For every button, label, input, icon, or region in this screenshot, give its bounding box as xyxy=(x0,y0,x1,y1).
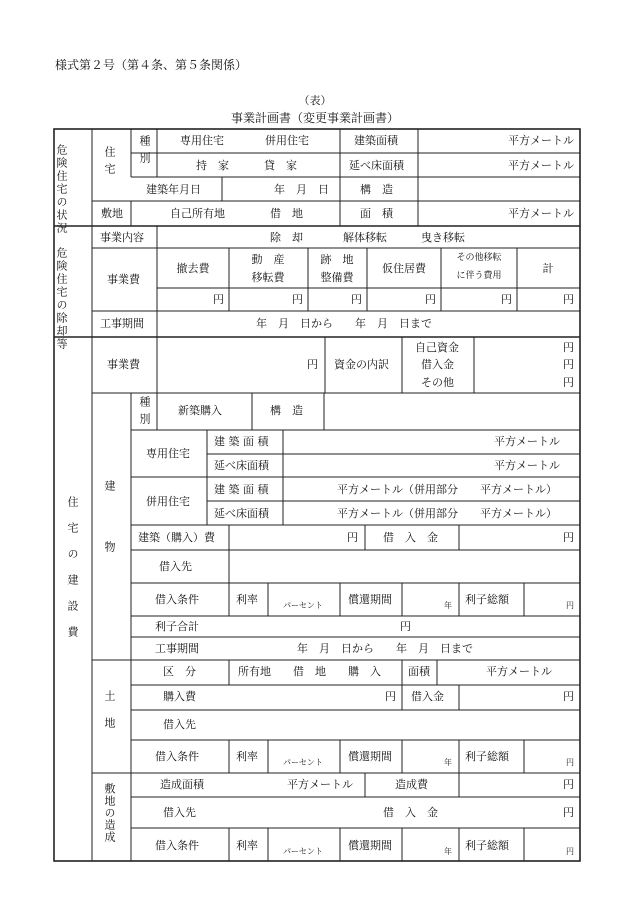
s3-prep-loan-yen: 円 xyxy=(563,806,574,819)
s3-build-loan-label: 借 入 金 xyxy=(383,531,438,544)
s3-fund-label: 資金の内訳 xyxy=(334,358,389,371)
s3-prep-loan-label: 借 入 金 xyxy=(383,806,438,819)
s3-land-category-label: 区 分 xyxy=(163,665,196,678)
s3-interest-total-label: 利子合計 xyxy=(155,620,199,633)
s3-build-rate-label: 利率 xyxy=(236,593,258,606)
s1-site-label: 敷地 xyxy=(101,207,123,220)
s3-prep-rate-label: 利率 xyxy=(236,839,258,852)
s1-site-area-label: 面 積 xyxy=(360,207,393,220)
s3-private-building-area-unit: 平方メートル xyxy=(494,435,560,448)
s2-moving-label-2: 移転費 xyxy=(251,271,285,284)
s3-build-period-text: 年 月 日から 年 月 日まで xyxy=(297,642,473,655)
s1-structure-label: 構 造 xyxy=(360,183,393,196)
s3-land-loan-label: 借入金 xyxy=(411,690,444,703)
s3-shared-building-area-unit: 平方メートル（併用部分 平方メートル） xyxy=(337,483,557,496)
s3-build-cost-yen: 円 xyxy=(347,531,358,544)
s3-prep-cost-yen: 円 xyxy=(563,778,574,791)
s1-building-area-unit: 平方メートル xyxy=(508,134,574,147)
s3-land-label: 土地 xyxy=(103,690,116,744)
s3-build-lender-label: 借入先 xyxy=(159,560,192,573)
s2-opt-dismantle-move: 解体移転 xyxy=(343,231,387,244)
s2-other-label-2: に伴う費用 xyxy=(456,271,502,281)
s2-site-label-2: 整備費 xyxy=(320,271,354,284)
s3-loan-label: 借入金 xyxy=(421,358,454,371)
s3-build-repay-label: 償還期間 xyxy=(348,593,392,606)
s3-prep-repay-label: 償還期間 xyxy=(348,839,392,852)
s3-build-loan-yen: 円 xyxy=(563,531,574,544)
s3-prep-repay-unit: 年 xyxy=(444,847,452,856)
s1-opt-own-land: 自己所有地 xyxy=(170,207,225,220)
s3-private-floor-area-unit: 平方メートル xyxy=(494,459,560,472)
s3-build-period-label: 工事期間 xyxy=(155,642,199,655)
s3-land-repay-label: 償還期間 xyxy=(348,750,392,763)
s2-opt-haul-move: 曳き移転 xyxy=(421,231,465,244)
s1-built-date-ymd: 年 月 日 xyxy=(274,183,329,196)
s2-demolition-yen: 円 xyxy=(213,293,224,306)
s3-build-rate-unit: パーセント xyxy=(283,601,323,610)
s2-period-label: 工事期間 xyxy=(100,317,144,330)
s2-moving-yen: 円 xyxy=(292,293,303,306)
s3-build-interest-yen: 円 xyxy=(566,601,574,610)
s1-building-area-label: 建築面積 xyxy=(354,134,398,147)
s3-prep-area-unit: 平方メートル xyxy=(287,778,353,791)
s3-land-options: 所有地 借 地 購 入 xyxy=(238,665,381,678)
s3-shared-house-label: 併用住宅 xyxy=(146,495,190,508)
s3-private-building-area: 建 築 面 積 xyxy=(214,435,269,448)
s3-build-cost-label: 建築（購入）費 xyxy=(138,531,215,544)
s1-kind-label: 種別 xyxy=(138,135,151,169)
s3-other-yen: 円 xyxy=(563,376,574,389)
s1-opt-rental: 貸 家 xyxy=(264,159,297,172)
s3-interest-total-yen: 円 xyxy=(400,620,411,633)
s2-title: 危険住宅の除却等 xyxy=(55,247,68,351)
s3-kind-label: 種別 xyxy=(138,396,151,430)
s3-shared-floor-area: 延べ床面積 xyxy=(214,507,269,520)
s2-demolition-label: 撤去費 xyxy=(176,262,210,275)
s3-land-repay-unit: 年 xyxy=(444,758,452,767)
s3-land-buy-cost-yen: 円 xyxy=(385,690,396,703)
s1-title: 危険住宅の状況 xyxy=(55,144,68,235)
s3-new-buy: 新築購入 xyxy=(178,404,222,417)
s3-own-fund-yen: 円 xyxy=(563,341,574,354)
s1-opt-own-house: 持 家 xyxy=(196,159,229,172)
s3-land-buy-cost-label: 購入費 xyxy=(163,690,196,703)
s3-other-label: その他 xyxy=(421,376,454,389)
s2-total-label: 計 xyxy=(542,262,554,275)
s3-land-interest-label: 利子総額 xyxy=(465,750,509,763)
s3-land-rate-label: 利率 xyxy=(236,750,258,763)
s3-prep-interest-label: 利子総額 xyxy=(465,839,509,852)
s3-shared-building-area: 建 築 面 積 xyxy=(214,483,269,496)
s3-cost-label: 事業費 xyxy=(107,358,140,371)
s3-prep-area-label: 造成面積 xyxy=(160,778,204,791)
s2-content-label: 事業内容 xyxy=(100,231,144,244)
s3-title: 住宅の建設費 xyxy=(66,496,79,652)
form-number: 様式第２号（第４条、第５条関係） xyxy=(55,58,248,72)
s1-built-date-label: 建築年月日 xyxy=(146,183,201,196)
s2-site-label-1: 跡 地 xyxy=(320,253,354,266)
s1-floor-area-unit: 平方メートル xyxy=(508,159,574,172)
s1-site-area-unit: 平方メートル xyxy=(508,207,574,220)
s3-land-area-unit: 平方メートル xyxy=(486,665,552,678)
s2-temp-label: 仮住居費 xyxy=(382,262,426,275)
s3-cost-yen: 円 xyxy=(307,358,318,371)
s3-own-fund-label: 自己資金 xyxy=(415,341,459,354)
s3-prep-terms-label: 借入条件 xyxy=(155,839,199,852)
s3-site-prep-label: 敷地の造成 xyxy=(103,783,116,843)
s3-prep-cost-label: 造成費 xyxy=(395,778,428,791)
s3-land-lender-label: 借入先 xyxy=(163,718,196,731)
s3-land-terms-label: 借入条件 xyxy=(155,750,199,763)
s2-cost-label: 事業費 xyxy=(107,273,140,286)
s2-period-text: 年 月 日から 年 月 日まで xyxy=(256,317,432,330)
s2-moving-label-1: 動 産 xyxy=(251,253,285,266)
s3-land-loan-yen: 円 xyxy=(563,690,574,703)
s2-other-label-1: その他移転 xyxy=(456,253,502,263)
form-title: 事業計画書（変更事業計画書） xyxy=(230,111,400,125)
s1-opt-private-house: 専用住宅 xyxy=(180,134,224,147)
s3-prep-interest-yen: 円 xyxy=(566,847,574,856)
s1-house-label: 住宅 xyxy=(103,146,116,180)
s3-land-interest-yen: 円 xyxy=(566,758,574,767)
s1-opt-lease-land: 借 地 xyxy=(270,207,303,220)
s2-total-yen: 円 xyxy=(563,293,574,306)
s3-private-house-label: 専用住宅 xyxy=(146,447,190,460)
s3-loan-yen: 円 xyxy=(563,358,574,371)
form-side-label: （表） xyxy=(298,94,332,107)
s1-floor-area-label: 延べ床面積 xyxy=(349,159,404,172)
s2-site-yen: 円 xyxy=(351,293,362,306)
s3-build-interest-label: 利子総額 xyxy=(465,593,509,606)
s2-opt-remove: 除 却 xyxy=(270,231,303,244)
s1-opt-shared-house: 併用住宅 xyxy=(265,134,309,147)
s3-build-terms-label: 借入条件 xyxy=(155,593,199,606)
s3-building-label: 建物 xyxy=(103,480,116,602)
s3-build-repay-unit: 年 xyxy=(444,601,452,610)
s3-structure-label: 構 造 xyxy=(270,404,303,417)
s3-shared-floor-area-unit: 平方メートル（併用部分 平方メートル） xyxy=(337,507,557,520)
s2-temp-yen: 円 xyxy=(425,293,436,306)
s3-land-area-label: 面積 xyxy=(408,665,430,678)
s3-prep-rate-unit: パーセント xyxy=(283,847,323,856)
s3-land-rate-unit: パーセント xyxy=(283,758,323,767)
s3-prep-lender-label: 借入先 xyxy=(163,806,196,819)
s2-other-yen: 円 xyxy=(501,293,512,306)
s3-private-floor-area: 延べ床面積 xyxy=(214,459,269,472)
